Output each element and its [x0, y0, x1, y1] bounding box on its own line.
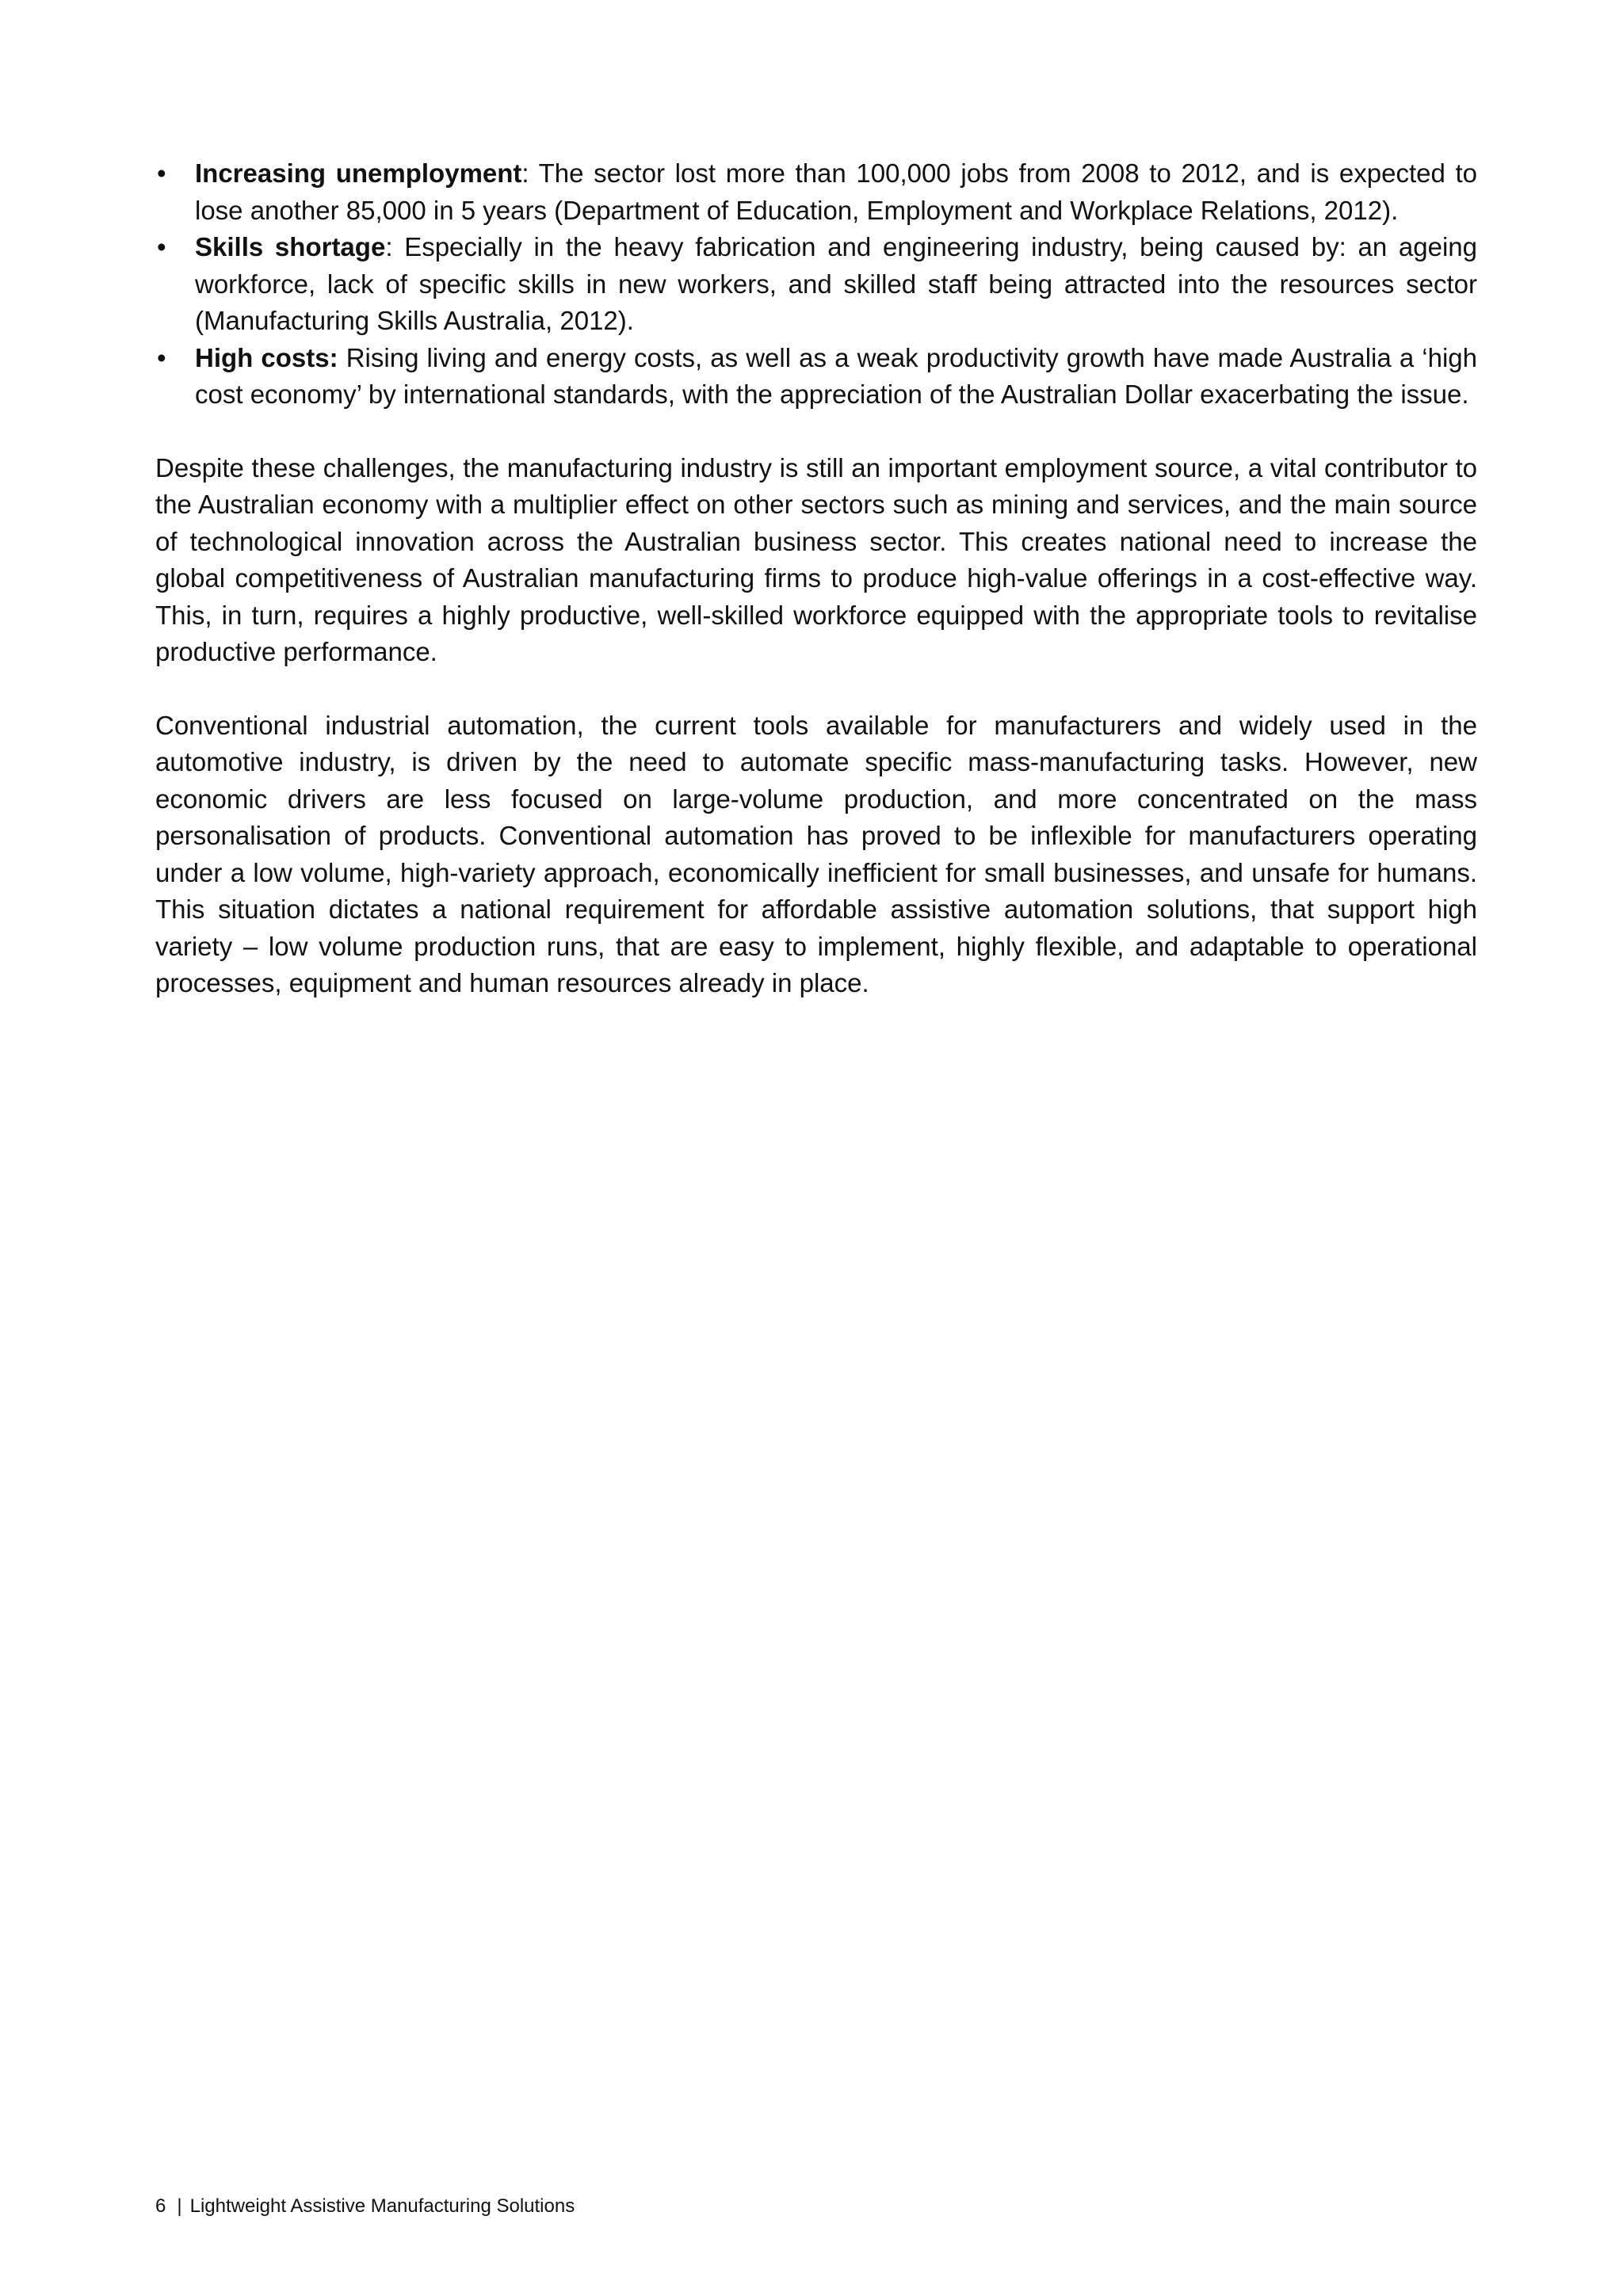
bullet-list	[155, 155, 1477, 414]
bullet-text: : Especially in the heavy fabrication and engineering industry, being caused by: an ageing workforce, lack of specific skills in new workers, and skilled staff being attracted into the resources sector (Manufacturing Skills Australia, 2012).	[195, 232, 1477, 335]
bullet-text: Rising living and energy costs, as well as a weak productivity growth have made Australia a ‘high cost economy’ by international standards, with the appreciation of the Australian Dollar exacerbating the issue.	[195, 342, 1478, 409]
footer-title: Lightweight Assistive Manufacturing Solutions	[189, 2195, 575, 2217]
bullet-term: High costs:	[195, 342, 338, 372]
bullet-item-high-costs	[155, 340, 1477, 414]
bullet-icon: •	[157, 232, 166, 261]
page-number: 6	[155, 2195, 166, 2217]
bullet-term: Skills shortage	[195, 232, 386, 261]
bullet-item-skills-shortage	[155, 229, 1477, 340]
paragraph-automation: Conventional industrial automation, the current tools available for manufacturers and widely used in the automotive industry, is driven by the need to automate specific mass-manufacturing tasks. However, new economic drivers are less focused on large-volume production, and more concentrated on the mass personalisation of products. Conventional automation has proved to be inflexible for manufacturers operating under a low volume, high-variety approach, economically inefficient for small businesses, and unsafe for humans. This situation dictates a national requirement for affordable assistive automation solutions, that support high variety – low volume production runs, that are easy to implement, highly flexible, and adaptable to operational processes, equipment and human resources already in place.	[155, 710, 1477, 997]
footer-separator: |	[177, 2195, 182, 2217]
bullet-term: Increasing unemployment	[195, 158, 522, 188]
paragraph-challenges: Despite these challenges, the manufacturing industry is still an important employment source, a vital contributor to the Australian economy with a multiplier effect on other sectors such as mining and services, and the main source of technological innovation across the Australian business sector. This creates national need to increase the global competitiveness of Australian manufacturing firms to produce high-value offerings in a cost-effective way. This, in turn, requires a highly productive, well-skilled workforce equipped with the appropriate tools to revitalise productive performance.	[155, 452, 1477, 666]
page-footer	[155, 2195, 575, 2218]
page-body	[155, 155, 1477, 1002]
bullet-item-unemployment	[155, 155, 1477, 229]
bullet-icon: •	[157, 158, 166, 188]
bullet-icon: •	[157, 342, 166, 372]
bullet-text: : The sector lost more than 100,000 jobs from 2008 to 2012, and is expected to lose another 85,000 in 5 years (Department of Education, Employment and Workplace Relations, 2012).	[195, 158, 1477, 225]
